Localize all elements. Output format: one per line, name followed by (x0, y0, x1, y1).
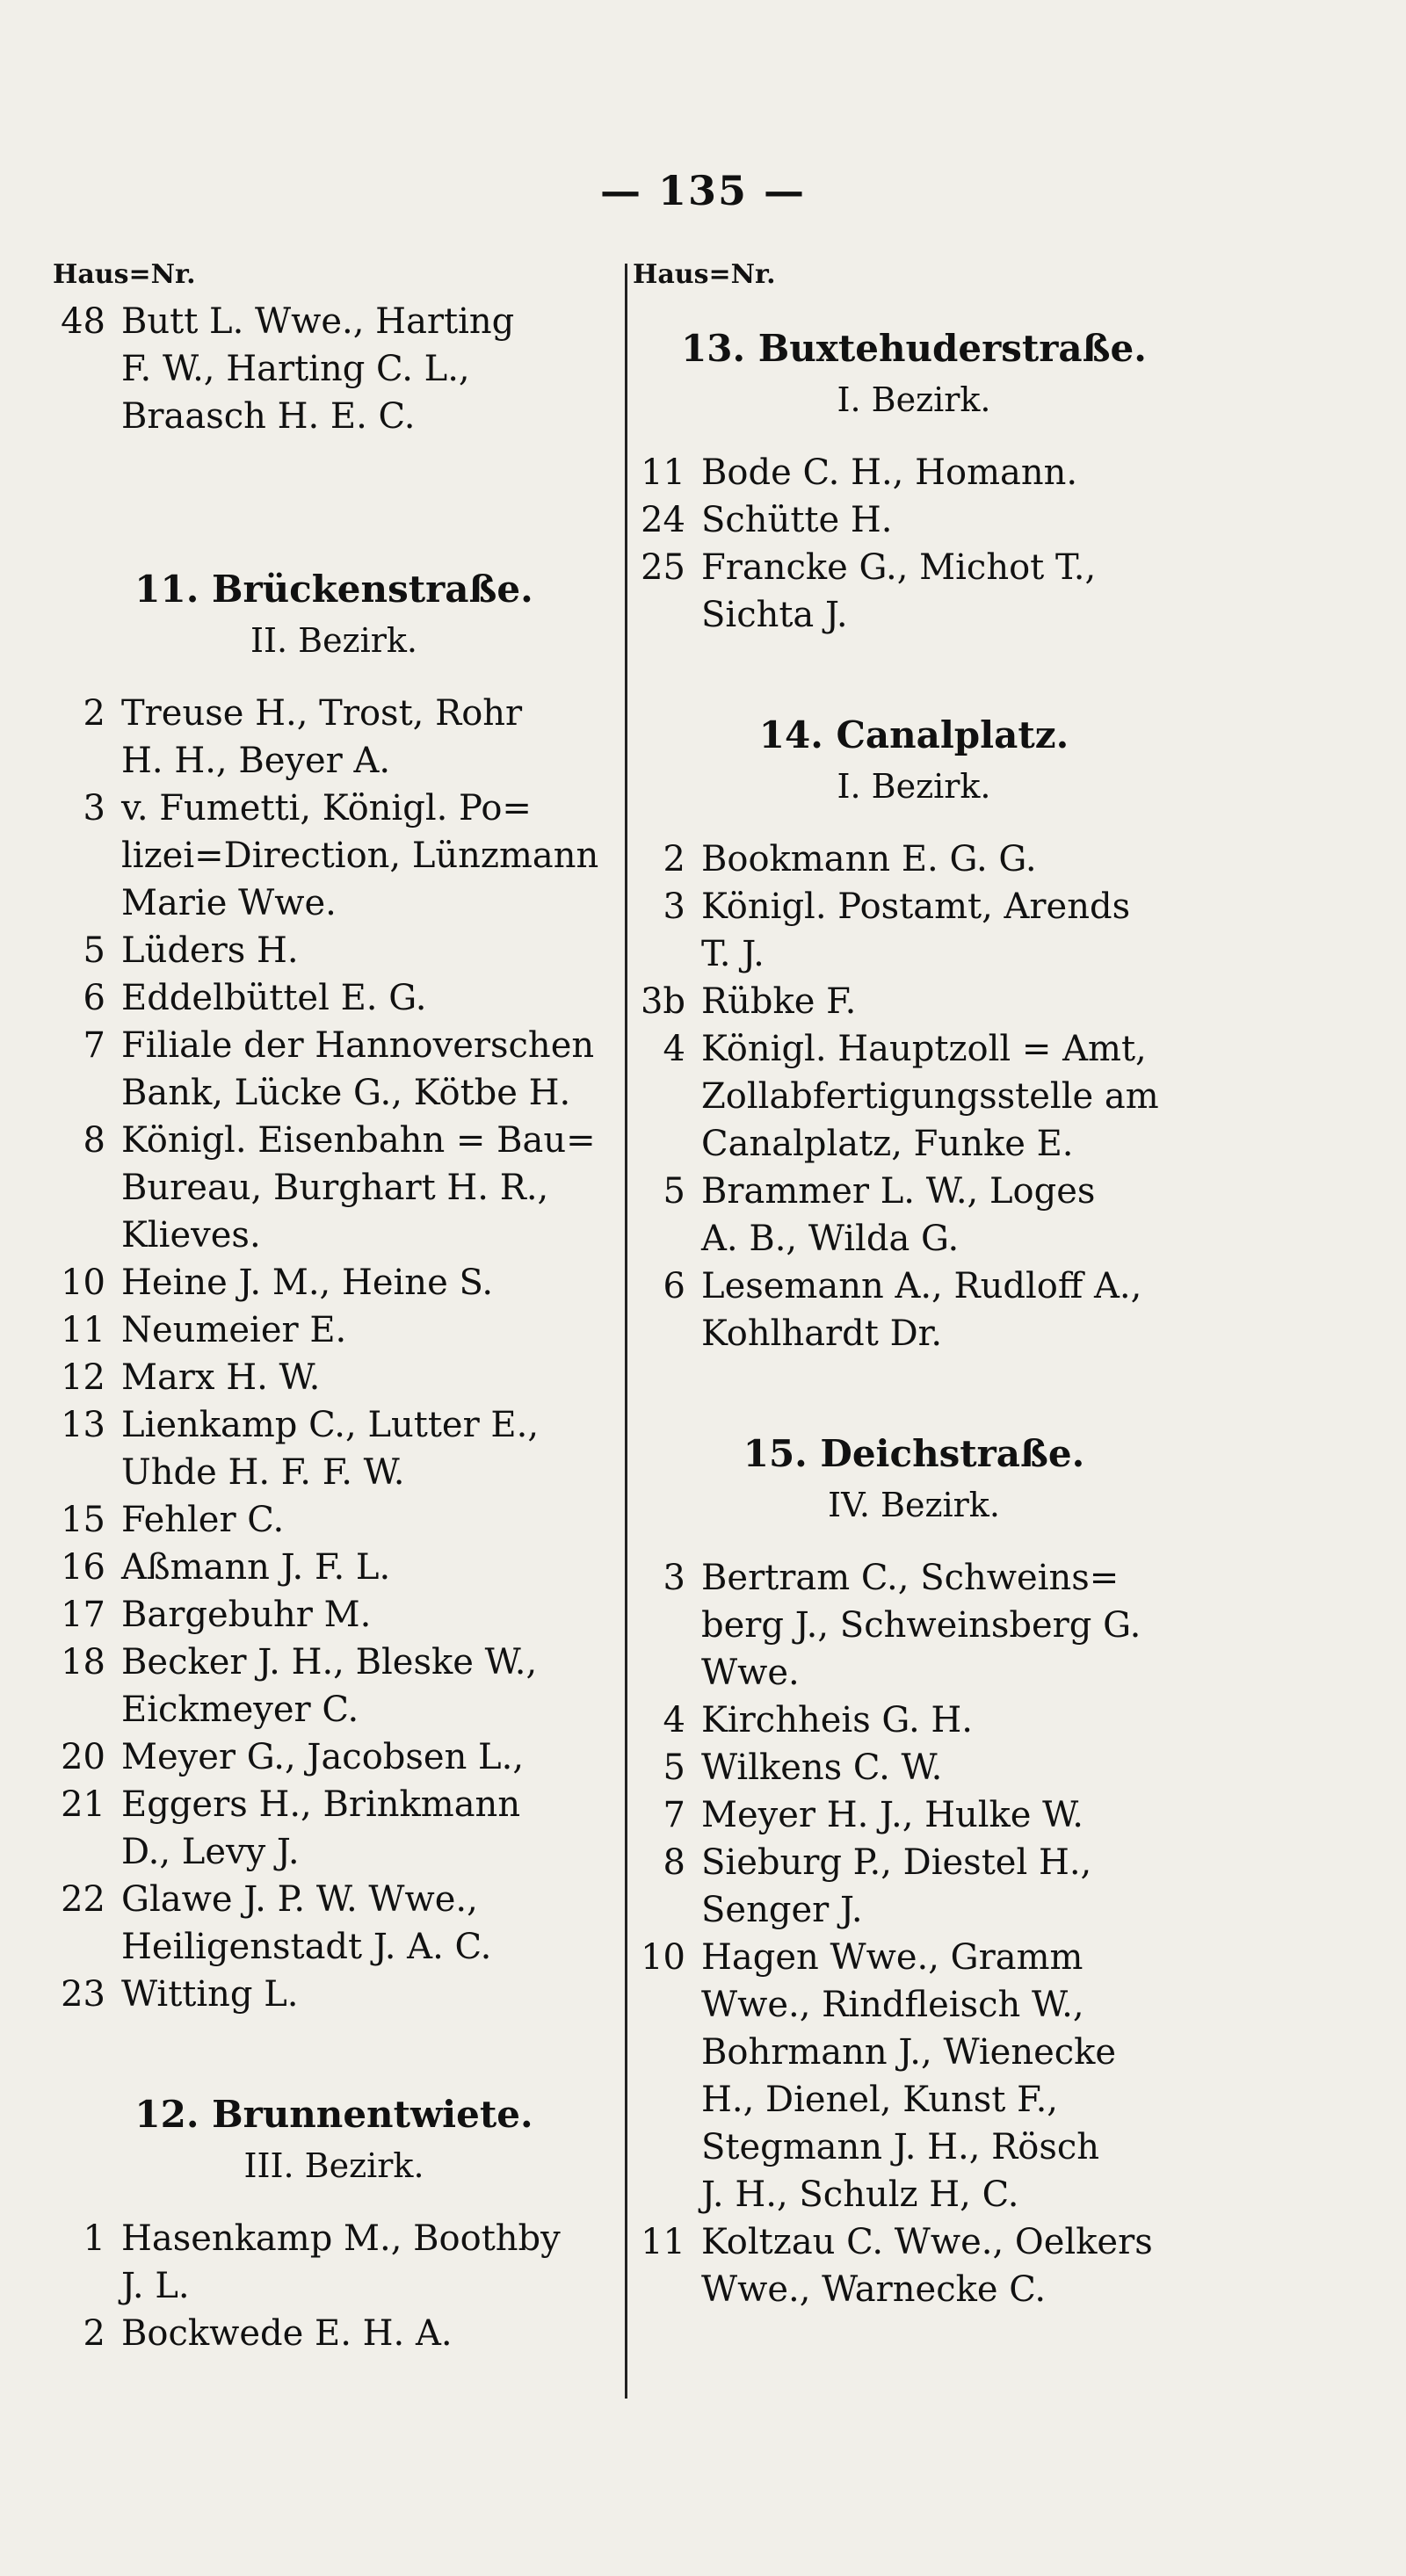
residents (121, 1306, 615, 1354)
resident-line: Canalplatz, Funke E. (701, 1124, 1074, 1164)
resident-line: Bargebuhr M. (121, 1595, 372, 1635)
address-entry (633, 883, 1195, 978)
residents (701, 1934, 1195, 2218)
right-column (633, 259, 1195, 2313)
resident-line: Brammer L. W., Loges (701, 1171, 1096, 1212)
house-number: 5 (663, 1171, 685, 1212)
house-number: 11 (641, 452, 685, 493)
residents (121, 1022, 615, 1117)
resident-line: Eggers H., Brinkmann (121, 1784, 521, 1825)
residents (121, 1639, 615, 1733)
address-entry (633, 1168, 1195, 1263)
resident-line: Heine J. M., Heine S. (121, 1263, 494, 1303)
residents (701, 883, 1195, 978)
resident-line: Marie Wwe. (121, 883, 337, 923)
address-entry (633, 1554, 1195, 1697)
address-entry (53, 2310, 615, 2357)
house-number: 48 (61, 301, 105, 342)
house-number: 5 (83, 930, 105, 971)
resident-line: Lesemann A., Rudloff A., (701, 1266, 1142, 1306)
street-section (53, 563, 615, 2018)
resident-line: Schütte H. (701, 500, 893, 540)
address-entry (633, 496, 1195, 544)
address-entry (633, 544, 1195, 639)
resident-line: Bureau, Burghart H. R., (121, 1168, 549, 1208)
street-title: 11. Brückenstraße. (134, 568, 533, 611)
address-entry (633, 2218, 1195, 2313)
resident-line: F. W., Harting C. L., (121, 349, 470, 389)
page-number: — 135 — (599, 167, 807, 214)
residents (121, 2310, 615, 2357)
house-number: 18 (61, 1642, 105, 1682)
district-label: III. Bezirk. (243, 2146, 424, 2185)
address-entry (633, 1791, 1195, 1839)
resident-line: Wwe., Warnecke C. (701, 2269, 1047, 2310)
resident-line: Treuse H., Trost, Rohr (121, 693, 523, 734)
house-number: 4 (663, 1700, 685, 1740)
resident-line: Eickmeyer C. (121, 1690, 359, 1730)
resident-line: Neumeier E. (121, 1310, 347, 1350)
address-entry (53, 1544, 615, 1591)
address-entry (53, 1306, 615, 1354)
resident-line: Königl. Postamt, Arends (701, 886, 1131, 927)
house-number: 15 (61, 1500, 105, 1540)
residents (121, 1876, 615, 1971)
house-number: 2 (83, 2313, 105, 2354)
resident-line: Koltzau C. Wwe., Oelkers (701, 2222, 1153, 2262)
house-number: 23 (61, 1974, 105, 2015)
resident-line: Klieves. (121, 1215, 261, 1255)
house-number: 2 (83, 693, 105, 734)
address-entry (53, 1781, 615, 1876)
street-section (633, 709, 1195, 1357)
resident-line: Kirchheis G. H. (701, 1700, 973, 1740)
address-entry (53, 1117, 615, 1259)
house-number: 7 (663, 1795, 685, 1835)
resident-line: Senger J. (701, 1890, 863, 1930)
address-entry (53, 1876, 615, 1971)
resident-line: Bohrmann J., Wienecke (701, 2032, 1117, 2073)
resident-line: Hasenkamp M., Boothby (121, 2218, 561, 2259)
address-entry (53, 974, 615, 1022)
resident-line: Filiale der Hannoverschen (121, 1025, 595, 1066)
resident-line: T. J. (701, 934, 765, 974)
resident-line: J. H., Schulz H, C. (701, 2174, 1019, 2215)
resident-line: J. L. (121, 2266, 190, 2306)
resident-line: Butt L. Wwe., Harting (121, 301, 515, 342)
resident-line: Lüders H. (121, 930, 299, 971)
address-entry (53, 1591, 615, 1639)
residents (121, 690, 615, 785)
residents (121, 1544, 615, 1591)
residents (701, 1168, 1195, 1263)
street-title: 12. Brunnentwiete. (134, 2093, 533, 2136)
residents (701, 1263, 1195, 1357)
house-number: 17 (61, 1595, 105, 1635)
house-number: 10 (61, 1263, 105, 1303)
resident-line: Wilkens C. W. (701, 1747, 943, 1788)
resident-line: Sieburg P., Diestel H., (701, 1842, 1092, 1883)
address-entry (633, 449, 1195, 496)
residents (701, 836, 1195, 883)
residents (121, 974, 615, 1022)
address-entry (633, 1934, 1195, 2218)
resident-line: H., Dienel, Kunst F., (701, 2080, 1059, 2120)
house-number: 3 (663, 886, 685, 927)
residents (701, 544, 1195, 639)
address-entry (53, 690, 615, 785)
left-column (53, 259, 615, 2357)
resident-line: Bank, Lücke G., Kötbe H. (121, 1073, 571, 1113)
district-label: IV. Bezirk. (828, 1486, 1000, 1524)
house-number: 20 (61, 1737, 105, 1777)
residents (121, 927, 615, 974)
address-entry (633, 1697, 1195, 1744)
resident-line: Meyer G., Jacobsen L., (121, 1737, 525, 1777)
resident-line: Bockwede E. H. A. (121, 2313, 453, 2354)
resident-line: v. Fumetti, Königl. Po= (121, 788, 532, 829)
residents (701, 1839, 1195, 1934)
address-entry (53, 1401, 615, 1496)
house-number: 24 (641, 500, 685, 540)
resident-line: Uhde H. F. F. W. (121, 1452, 405, 1493)
address-entry (53, 1733, 615, 1781)
house-number: 5 (663, 1747, 685, 1788)
house-number: 11 (61, 1310, 105, 1350)
resident-line: Heiligenstadt J. A. C. (121, 1927, 492, 1967)
residents (121, 1354, 615, 1401)
district-label: I. Bezirk. (837, 380, 991, 419)
address-entry (53, 1354, 615, 1401)
house-number: 11 (641, 2222, 685, 2262)
address-entry (53, 1496, 615, 1544)
house-number: 13 (61, 1405, 105, 1445)
resident-line: Francke G., Michot T., (701, 547, 1097, 588)
resident-line: Stegmann J. H., Rösch (701, 2127, 1100, 2167)
address-entry (633, 836, 1195, 883)
street-title: 13. Buxtehuderstraße. (681, 327, 1147, 370)
address-entry (53, 298, 615, 440)
district-label: II. Bezirk. (250, 621, 418, 660)
left-sections (53, 563, 615, 2357)
resident-line: Hagen Wwe., Gramm (701, 1937, 1083, 1978)
resident-line: Sichta J. (701, 595, 848, 635)
house-number: 4 (663, 1029, 685, 1069)
house-number: 22 (61, 1879, 105, 1920)
house-number: 10 (641, 1937, 685, 1978)
residents (701, 449, 1195, 496)
right-sections (633, 322, 1195, 2313)
residents (121, 785, 615, 927)
resident-line: Zollabfertigungsstelle am (701, 1076, 1159, 1117)
resident-line: Wwe. (701, 1653, 800, 1693)
address-entry (53, 1259, 615, 1306)
residents (121, 1591, 615, 1639)
residents (121, 2215, 615, 2310)
house-number: 1 (83, 2218, 105, 2259)
address-entry (53, 1971, 615, 2018)
resident-line: Lienkamp C., Lutter E., (121, 1405, 540, 1445)
house-number: 6 (83, 978, 105, 1018)
address-entry (53, 785, 615, 927)
residents (121, 1971, 615, 2018)
residents (701, 1791, 1195, 1839)
street-section (633, 1428, 1195, 2313)
resident-line: Eddelbüttel E. G. (121, 978, 427, 1018)
resident-line: Wwe., Rindfleisch W., (701, 1985, 1084, 2025)
resident-line: berg J., Schweinsberg G. (701, 1605, 1141, 1646)
address-entry (633, 1839, 1195, 1934)
residents (701, 1554, 1195, 1697)
resident-line: Becker J. H., Bleske W., (121, 1642, 538, 1682)
residents (121, 1117, 615, 1259)
address-entry (53, 2215, 615, 2310)
street-title: 15. Deichstraße. (743, 1432, 1085, 1475)
column-header: Haus=Nr. (633, 259, 776, 290)
residents (121, 1401, 615, 1496)
street-title: 14. Canalplatz. (758, 713, 1069, 756)
house-number: 16 (61, 1547, 105, 1588)
house-number: 3b (640, 981, 685, 1022)
resident-line: Kohlhardt Dr. (701, 1313, 943, 1354)
house-number: 8 (83, 1120, 105, 1161)
resident-line: Bode C. H., Homann. (701, 452, 1078, 493)
resident-line: Aßmann J. F. L. (121, 1547, 391, 1588)
house-number: 25 (641, 547, 685, 588)
resident-line: Königl. Eisenbahn = Bau= (121, 1120, 596, 1161)
residents (121, 1733, 615, 1781)
residents (701, 496, 1195, 544)
address-entry (633, 978, 1195, 1025)
resident-line: Glawe J. P. W. Wwe., (121, 1879, 478, 1920)
district-label: I. Bezirk. (837, 767, 991, 806)
house-number: 7 (83, 1025, 105, 1066)
house-number: 3 (83, 788, 105, 829)
residents (121, 1496, 615, 1544)
address-entry (633, 1025, 1195, 1168)
address-entry (633, 1263, 1195, 1357)
address-entry (633, 1744, 1195, 1791)
house-number: 3 (663, 1558, 685, 1598)
resident-line: Braasch H. E. C. (121, 396, 416, 437)
resident-line: Meyer H. J., Hulke W. (701, 1795, 1084, 1835)
resident-line: Königl. Hauptzoll = Amt, (701, 1029, 1147, 1069)
column-divider (625, 264, 627, 2399)
resident-line: Witting L. (121, 1974, 299, 2015)
residents (701, 978, 1195, 1025)
address-entry (53, 927, 615, 974)
resident-line: Fehler C. (121, 1500, 285, 1540)
resident-line: H. H., Beyer A. (121, 741, 391, 781)
house-number: 21 (61, 1784, 105, 1825)
residents (121, 298, 615, 440)
resident-line: Marx H. W. (121, 1357, 321, 1398)
residents (121, 1259, 615, 1306)
residents (701, 1025, 1195, 1168)
residents (701, 1744, 1195, 1791)
resident-line: Rübke F. (701, 981, 857, 1022)
house-number: 12 (61, 1357, 105, 1398)
residents (121, 1781, 615, 1876)
lead-entry-block (53, 298, 615, 440)
column-header: Haus=Nr. (53, 259, 196, 290)
address-entry (53, 1639, 615, 1733)
house-number: 2 (663, 839, 685, 879)
address-entry (53, 1022, 615, 1117)
house-number: 6 (663, 1266, 685, 1306)
street-section (53, 2088, 615, 2357)
resident-line: Bertram C., Schweins= (701, 1558, 1120, 1598)
residents (701, 1697, 1195, 1744)
resident-line: Bookmann E. G. G. (701, 839, 1037, 879)
resident-line: D., Levy J. (121, 1832, 300, 1872)
residents (701, 2218, 1195, 2313)
house-number: 8 (663, 1842, 685, 1883)
street-section (633, 322, 1195, 639)
resident-line: A. B., Wilda G. (701, 1219, 960, 1259)
resident-line: lizei=Direction, Lünzmann (121, 836, 599, 876)
